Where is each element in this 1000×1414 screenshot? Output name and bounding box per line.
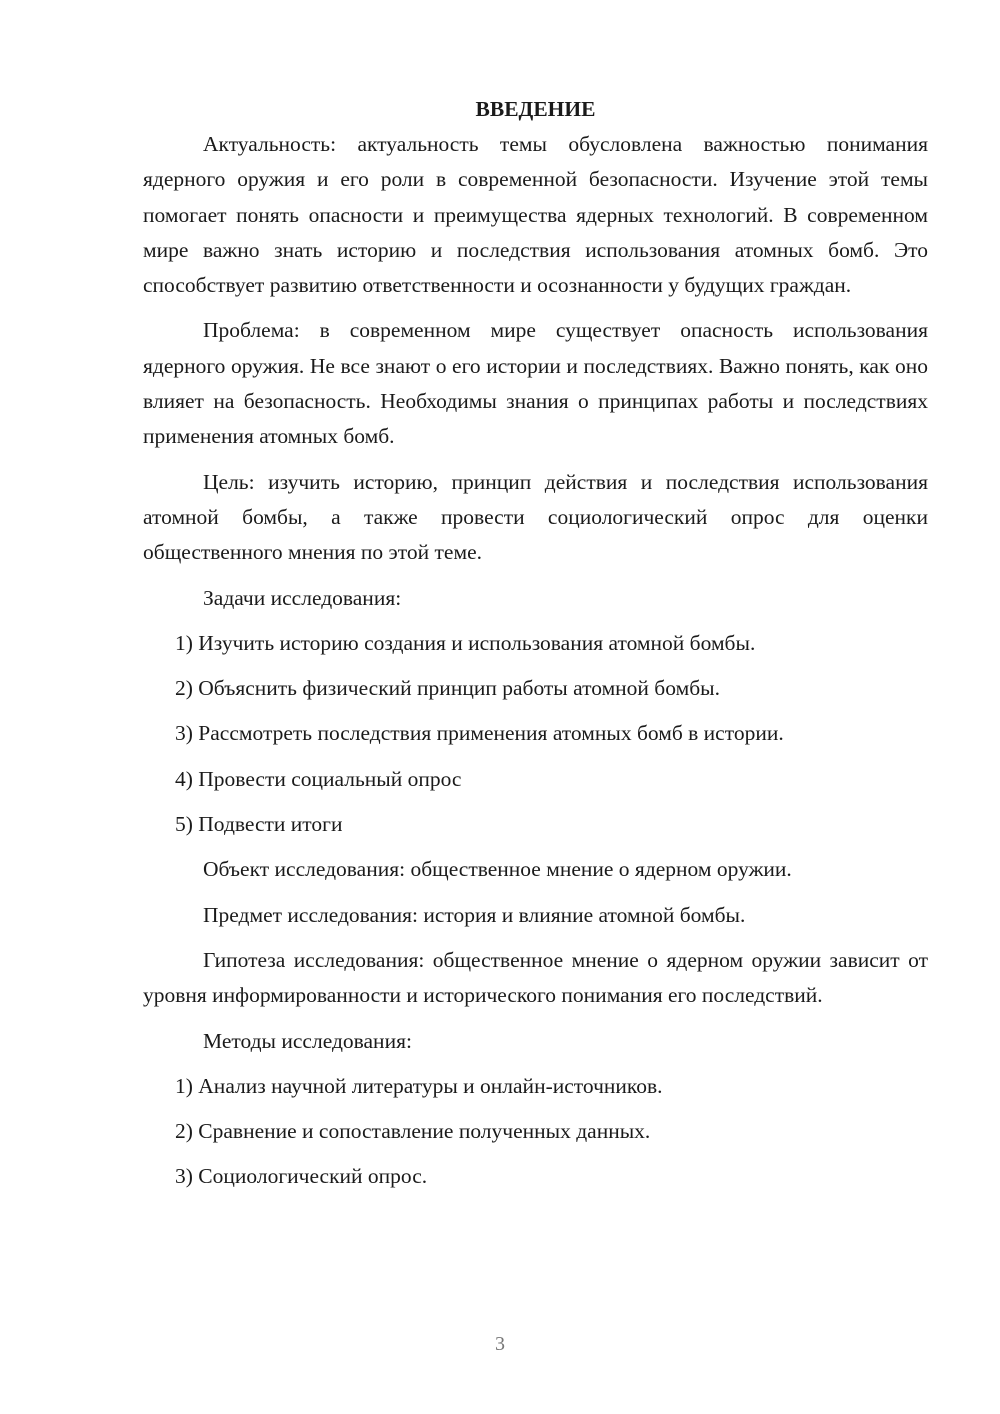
page-number: 3 xyxy=(495,1333,505,1355)
goal-paragraph: Цель: изучить историю, принцип действия и последствия использования атомной бомбы, а также провести социологический опрос для оценки общественного мнения по этой теме. xyxy=(143,469,928,565)
problem-paragraph: Проблема: в современном мире существует опасность использования ядерного оружия. Не все знают о его истории и последствиях. Важно понять, как оно влияет на безопасность. Необходимы знания о принципах работы и последствиях применения атомных бомб. xyxy=(143,318,928,449)
method-item: 1) Анализ научной литературы и онлайн-источников. xyxy=(175,1073,663,1098)
tasks-heading: Задачи исследования: xyxy=(203,585,402,610)
subject-line: Предмет исследования: история и влияние атомной бомбы. xyxy=(203,902,746,927)
hypothesis-paragraph: Гипотеза исследования: общественное мнение о ядерном оружии зависит от уровня информированности и исторического понимания его последствий. xyxy=(143,947,928,1008)
task-item: 3) Рассмотреть последствия применения атомных бомб в истории. xyxy=(175,721,784,746)
method-item: 3) Социологический опрос. xyxy=(175,1164,428,1189)
relevance-paragraph: Актуальность: актуальность темы обусловлена важностью понимания ядерного оружия и его роли в современной безопасности. Изучение этой темы помогает понять опасности и преимущества ядерных технологий. В современном мире важно знать историю и последствия использования атомных бомб. Это способствует развитию ответственности и осознанности у будущих граждан. xyxy=(143,132,928,298)
document-page xyxy=(143,92,928,1205)
task-item: 1) Изучить историю создания и использования атомной бомбы. xyxy=(175,630,756,655)
task-item: 2) Объяснить физический принцип работы атомной бомбы. xyxy=(175,676,720,701)
task-item: 5) Подвести итоги xyxy=(175,812,343,837)
object-line: Объект исследования: общественное мнение о ядерном оружии. xyxy=(203,857,792,882)
section-title: ВВЕДЕНИЕ xyxy=(475,97,596,121)
methods-heading: Методы исследования: xyxy=(203,1028,412,1053)
task-item: 4) Провести социальный опрос xyxy=(175,766,462,791)
method-item: 2) Сравнение и сопоставление полученных данных. xyxy=(175,1119,651,1144)
